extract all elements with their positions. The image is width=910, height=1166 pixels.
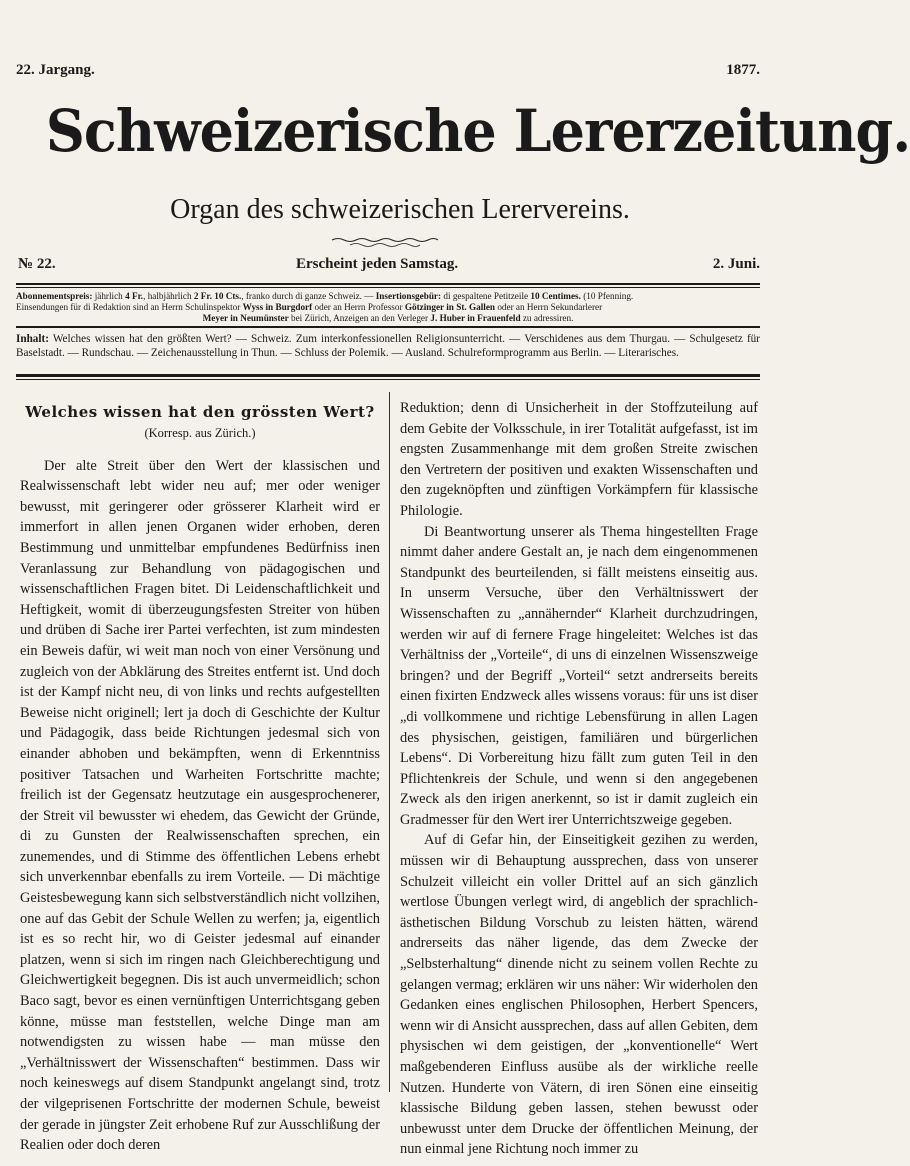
contents-rule bbox=[16, 374, 760, 377]
year-label: 1877. bbox=[726, 62, 760, 78]
ornament-divider-icon bbox=[330, 236, 440, 248]
issue-number: № 22. bbox=[18, 256, 56, 272]
article-paragraph: Auf di Gefar hin, der Einseitigkeit gezihen zu werden, müssen wir di Behauptung aussprechen, dass von unserer Schulzeit villeicht ein voller Drittel auf an sich gänzlich wertlose Übungen verlegt wird, di angeblich der sprachlich-ästhetischen Bildung Vorschub zu leisten hätten, wärend andrerseits das näher ligende, das dem Zwecke der „Selbsterhaltung“ dinende nicht zu seinem vollen Rechte zu gelangen vermag; erklären wir uns näher: Wir widerholen den Gedanken eines englischen Philosophen, Herbert Spencers, wenn wir di Ansicht aussprechen, dass auf allen Gebiten, dem physischen wi dem geistigen, der „konventionelle“ Wert maßgebenderen Einfluss ausübe als der wirkliche reelle Nutzen. Hunderte von Vätern, di iren Sönen eine einseitig klassische Bildung geben lassen, stehen bewusst oder unbewusst unter dem Drucke der öffentlichen Meinung, der nun einmal jene Richtung noch immer zu bbox=[400, 832, 758, 1158]
volume-label: 22. Jargang. bbox=[16, 62, 95, 78]
subscription-line-2: Einsendungen für di Redaktion sind an Herrn Schulinspektor Wyss in Burgdorf oder an Herrn Professor Götzinger in St. Gallen oder an Herrn Sekundarlerer bbox=[16, 302, 603, 312]
publication-frequency: Erscheint jeden Samstag. bbox=[296, 256, 459, 272]
header-rule bbox=[16, 283, 760, 285]
article-paragraph: Reduktion; denn di Unsicherheit in der Stoffzuteilung auf dem Gebite der Volksschule, in irer Totalität aufgefasst, ist im engsten Zusammenhange mit dem großen Streite zwischen den Vertretern der positiven und exakten Wissenschaften und den zugeknöpften und zünftigen Vorkämpfern für klassische Philologie. bbox=[400, 400, 758, 519]
article-title: Welches wissen hat den grössten Wert? bbox=[25, 403, 375, 421]
issue-line bbox=[18, 256, 760, 280]
article-paragraph: Der alte Streit über den Wert der klassischen und Realwissenschaft lebt wider neu auf; mer oder weniger bewusst, mit geringerer oder grösserer Klarheit wird er immerfort in allen jenen Organen wider erhoben, deren Bestimmung und unmittelbar empfundenes Bedürfniss inen Veranlassung zur Behandlung von pädagogischen und wissenschaftlichen Fragen bitet. Di Leidenschaftlichkeit und Heftigkeit, womit di überzeugungsfesten Streiter von hüben und drüben di Sache irer Partei verfechten, ist zum mindesten ein Beweis dafür, wi weit man noch von einer Versönung und zugleich von der Abklärung des Streites entfernt ist. Und doch ist der Kampf nicht neu, di von links und rechts aufgestellten Beweise nicht originell; lert ja doch di Geschichte der Kultur und Pädagogik, dass beide Richtungen jedesmal sich von einander abhoben und bekämpften, wenn di Erkenntniss positiver Tatsachen und Warheiten Fortschritte machte; freilich ist der Gegensatz heutzutage ein ausgesprochenerer, der Streit vil bewusster wi ehedem, das Gewicht der Gründe, di zu Gunsten der Realwissenschaften sprechen, ein zunemendes, und di Stimme des öffentlichen Lebens erhebt sich unverkennbar ebenfalls zu irem Vorteile. — Di mächtige Geistesbewegung kann sich selbstverständlich nicht vollzihen, one auf das Gebit der Schule Wellen zu werfen; ja, eigentlich ist es so recht hir, wo di Geister jedesmal auf einander platzen, wenn si sich im ringen nach Gleichberechtigung und Gleichwertigkeit begegnen. Dis ist auch unvermeidlich; schon Baco sagt, bevor es einen vernünftigen Unterrichtsgang geben könne, müsse man feststellen, welche Dinge man am notwendigsten zu wissen habe — man müsse den „Verhältnisswert der Wissenschaften“ bestimmen. Dass wir noch keineswegs auf disem Standpunkt angelangt sind, trotz der vilgeprisenen Fortschritte der modernen Schule, beweist der gerade in jüngster Zeit erhobene Ruf zur Ausschlißung der Realien oder doch deren bbox=[20, 457, 380, 1154]
subscription-line-3: Meyer in Neumünster bei Zürich, Anzeigen an den Verleger J. Huber in Frauenfeld zu adressiren. bbox=[202, 313, 574, 323]
header-rule-thin bbox=[16, 287, 760, 288]
contents-rule-thin bbox=[16, 379, 760, 380]
contents-text: Welches wissen hat den größten Wert? — Schweiz. Zum interkonfessionellen Religionsunterricht. — Verschidenes aus dem Thurgau. — Schulgesetz für Baselstadt. — Rundschau. — Zeichenausstellung in Thun. — Schluss der Polemik. — Ausland. Schulreformprogramm aus Berlin. — Literarisches. bbox=[16, 333, 760, 359]
column-divider bbox=[389, 392, 390, 1092]
issue-date: 2. Juni. bbox=[712, 256, 760, 272]
right-column bbox=[400, 398, 758, 1160]
contents-label: Inhalt: bbox=[16, 333, 49, 345]
info-rule bbox=[16, 326, 760, 328]
masthead-title: Schweizerische Lererzeitung. bbox=[45, 97, 910, 165]
article-byline: (Korresp. aus Zürich.) bbox=[144, 426, 256, 440]
left-column bbox=[20, 398, 380, 1156]
table-of-contents bbox=[16, 333, 760, 360]
subscription-line-1: Abonnementspreis: jährlich 4 Fr., halbjährlich 2 Fr. 10 Cts., franko durch di ganze Schweiz. — Insertionsgebür: di gespaltene Petitzeile 10 Centimes. (10 Pfenning. bbox=[16, 291, 634, 301]
subscription-info bbox=[16, 291, 760, 324]
article-paragraph: Di Beantwortung unserer als Thema hingestellten Frage nimmt daher andere Gestalt an, je nach dem eingenommenen Standpunkt des beurteilenden, si fällt meistens einseitig aus. In unserm Versuche, über den Verhältnisswert der Wissenschaften zu „annähernder“ Klarheit durchzudringen, werden wir auf di fernere Frage hingeleitet: Welches ist das Verhältniss der „Vorteile“, di uns di einzelnen Wissenszweige bringen? und der Begriff „Vorteil“ setzt andrerseits bereits einen fixirten Endzweck alles wissens voraus: für uns ist diser „di vollkommene und richtige Lebensfürung in allen Lagen des physischen, geistigen, familiären und bürgerlichen Lebens“. Di Vorbereitung hizu fällt zum guten Teil in den Pflichtenkreis der Schule, und wenn si den angegebenen Zweck als den irigen anerkennt, so ist ir damit zugleich ein Gradmesser für den Wert irer Unterrichtszweige gegeben. bbox=[400, 523, 758, 828]
top-line bbox=[16, 62, 760, 82]
masthead-subtitle: Organ des schweizerischen Lerervereins. bbox=[170, 194, 630, 225]
